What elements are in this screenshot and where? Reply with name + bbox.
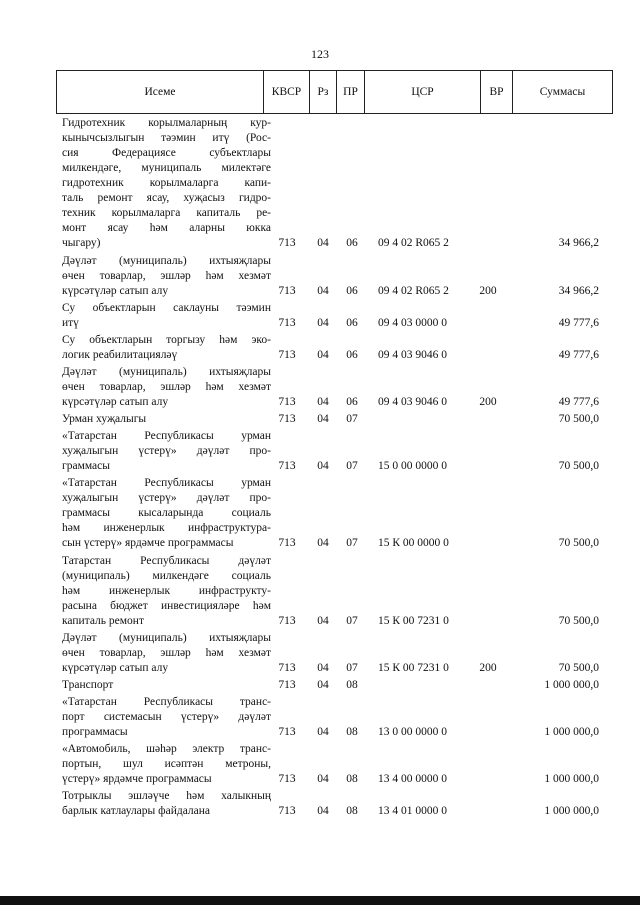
table-row — [0, 553, 640, 628]
row-kvsr: 713 — [278, 395, 296, 408]
page-bottom-border — [0, 896, 640, 905]
page-number: 123 — [311, 47, 329, 61]
row-name — [62, 301, 271, 331]
header-name: Исеме — [144, 86, 176, 98]
row-sum: 1 000 000,0 — [544, 678, 599, 691]
row-csr: 15 К 00 7231 0 — [378, 661, 449, 674]
row-sum: 49 777,6 — [558, 395, 599, 408]
row-kvsr: 713 — [278, 237, 296, 250]
row-kvsr: 713 — [278, 614, 296, 627]
row-name-line: Татарстан Республикасы дәүләт — [62, 554, 271, 567]
row-kvsr: 713 — [278, 678, 296, 691]
row-rz: 04 — [317, 805, 329, 818]
header-sum: Суммасы — [512, 71, 612, 113]
row-rz: 04 — [317, 661, 329, 674]
row-name-line: гидротехник корылмаларга капи- — [62, 177, 271, 190]
row-vr: 200 — [479, 284, 497, 297]
row-name — [62, 678, 271, 693]
row-sum: 1 000 000,0 — [544, 805, 599, 818]
row-name-line: программасы — [62, 725, 128, 738]
row-csr: 13 4 01 0000 0 — [378, 805, 447, 818]
row-name-line: (муниципаль) милкендәге социаль — [62, 569, 271, 582]
row-name-line: күрсәтүләр сатып алу — [62, 395, 169, 408]
row-kvsr: 713 — [278, 316, 296, 329]
row-name-line: һәм инженерлык инфраструктура- — [62, 522, 271, 535]
row-name-line: порт системасын үстерү» дәүләт — [62, 710, 271, 723]
row-name-line: Урман хуҗалыгы — [62, 412, 147, 425]
row-name-line: сия Федерациясе субъектлары — [62, 147, 271, 160]
row-sum: 70 500,0 — [558, 412, 599, 425]
row-sum: 34 966,2 — [558, 237, 599, 250]
table-header — [56, 70, 613, 114]
row-pr: 07 — [346, 412, 358, 425]
row-name — [62, 429, 271, 474]
row-sum: 70 500,0 — [558, 460, 599, 473]
row-csr: 15 К 00 0000 0 — [378, 537, 449, 550]
row-name-line: күрсәтүләр сатып алу — [62, 661, 169, 674]
row-vr: 200 — [479, 395, 497, 408]
row-kvsr: 713 — [278, 348, 296, 361]
row-csr: 15 0 00 0000 0 — [378, 460, 447, 473]
row-pr: 08 — [346, 773, 358, 786]
row-rz: 04 — [317, 460, 329, 473]
row-pr: 06 — [346, 237, 358, 250]
row-name-line: сын үстерү» ярдәмче программасы — [62, 537, 234, 550]
row-csr: 09 4 03 0000 0 — [378, 316, 447, 329]
row-pr: 06 — [346, 284, 358, 297]
row-name-line: «Татарстан Республикасы транс- — [62, 695, 271, 708]
row-rz: 04 — [317, 395, 329, 408]
row-name-line: техник корылмаларга капиталь ре- — [62, 207, 271, 220]
row-rz: 04 — [317, 725, 329, 738]
row-name — [62, 412, 271, 427]
row-sum: 34 966,2 — [558, 284, 599, 297]
row-rz: 04 — [317, 614, 329, 627]
row-rz: 04 — [317, 284, 329, 297]
table-row — [0, 678, 640, 693]
row-sum: 70 500,0 — [558, 614, 599, 627]
row-kvsr: 713 — [278, 805, 296, 818]
row-name-line: күрсәтүләр сатып алу — [62, 284, 169, 297]
row-name-line: һәм инженерлык инфраструкту- — [62, 584, 271, 597]
table-row — [0, 429, 640, 474]
row-name-line: граммасы кысаларында социаль — [62, 507, 271, 520]
row-name-line: өчен товарлар, эшләр һәм хезмәт — [62, 646, 271, 659]
table-row — [0, 631, 640, 676]
table-row — [0, 695, 640, 740]
header-vr: ВР — [480, 71, 512, 113]
table-row — [0, 789, 640, 819]
row-sum: 1 000 000,0 — [544, 773, 599, 786]
row-name-line: хуҗалыгын үстерү» дәүләт про- — [62, 492, 271, 505]
table-row — [0, 253, 640, 298]
row-name-line: Тотрыклы эшләүче һәм халыкның — [62, 790, 271, 803]
row-name-line: чыгару) — [62, 237, 101, 250]
row-pr: 06 — [346, 395, 358, 408]
row-name-line: расына бюджет инвестицияләре һәм — [62, 599, 271, 612]
table-row — [0, 412, 640, 427]
table-row — [0, 365, 640, 410]
row-sum: 70 500,0 — [558, 661, 599, 674]
row-kvsr: 713 — [278, 537, 296, 550]
row-name-line: Су объектларын саклауны тәэмин — [62, 301, 271, 314]
row-pr: 06 — [346, 316, 358, 329]
row-name-line: барлык катлаулары файдалана — [62, 805, 211, 818]
row-pr: 08 — [346, 725, 358, 738]
row-name-line: «Татарстан Республикасы урман — [62, 477, 271, 490]
row-rz: 04 — [317, 537, 329, 550]
row-name-line: өчен товарлар, эшләр һәм хезмәт — [62, 380, 271, 393]
row-name — [62, 333, 271, 363]
row-pr: 06 — [346, 348, 358, 361]
header-kvsr: КВСР — [263, 71, 309, 113]
row-name-line: Дәүләт (муниципаль) ихтыяҗлары — [62, 254, 271, 267]
table-row — [0, 333, 640, 363]
row-pr: 07 — [346, 614, 358, 627]
row-csr: 09 4 02 R065 2 — [378, 284, 449, 297]
row-name — [62, 742, 271, 787]
row-sum: 1 000 000,0 — [544, 725, 599, 738]
row-rz: 04 — [317, 412, 329, 425]
row-pr: 08 — [346, 805, 358, 818]
row-name-line: итү — [62, 316, 79, 329]
row-sum: 70 500,0 — [558, 537, 599, 550]
row-sum: 49 777,6 — [558, 348, 599, 361]
row-pr: 07 — [346, 537, 358, 550]
row-name-line: Дәүләт (муниципаль) ихтыяҗлары — [62, 365, 271, 378]
table-row — [0, 116, 640, 251]
row-name — [62, 631, 271, 676]
row-name-line: монт ясау һәм аларны юкка — [62, 222, 271, 235]
row-name — [62, 365, 271, 410]
row-pr: 07 — [346, 661, 358, 674]
row-name-line: «Татарстан Республикасы урман — [62, 430, 271, 443]
row-kvsr: 713 — [278, 284, 296, 297]
row-rz: 04 — [317, 678, 329, 691]
row-name-line: үстерү» ярдәмче программасы — [62, 773, 212, 786]
row-csr: 13 4 00 0000 0 — [378, 773, 447, 786]
row-name-line: милкендәге, муниципаль милектәге — [62, 162, 271, 175]
header-rz: Рз — [309, 71, 336, 113]
row-name — [62, 116, 271, 251]
table-row — [0, 301, 640, 331]
header-csr: ЦСР — [364, 71, 480, 113]
row-name-line: «Автомобиль, шәһәр электр транс- — [62, 743, 271, 756]
row-name-line: хуҗалыгын үстерү» дәүләт про- — [62, 445, 271, 458]
row-name — [62, 695, 271, 740]
row-rz: 04 — [317, 316, 329, 329]
row-name — [62, 254, 271, 299]
row-csr: 13 0 00 0000 0 — [378, 725, 447, 738]
row-kvsr: 713 — [278, 661, 296, 674]
row-rz: 04 — [317, 237, 329, 250]
row-name-line: кынычсызлыгын тәэмин итү (Рос- — [62, 132, 271, 145]
row-kvsr: 713 — [278, 725, 296, 738]
row-name-line: капиталь ремонт — [62, 614, 144, 627]
row-rz: 04 — [317, 773, 329, 786]
row-name-line: Су объектларын торгызу һәм эко- — [62, 333, 271, 346]
row-csr: 09 4 03 9046 0 — [378, 348, 447, 361]
row-csr: 09 4 03 9046 0 — [378, 395, 447, 408]
row-name — [62, 554, 271, 629]
row-rz: 04 — [317, 348, 329, 361]
row-vr: 200 — [479, 661, 497, 674]
row-name-line: өчен товарлар, эшләр һәм хезмәт — [62, 269, 271, 282]
row-csr: 09 4 02 R065 2 — [378, 237, 449, 250]
header-pr: ПР — [336, 71, 364, 113]
table-row — [0, 476, 640, 551]
row-name-line: Дәүләт (муниципаль) ихтыяҗлары — [62, 631, 271, 644]
row-name-line: портын, шул исәптән метроны, — [62, 758, 271, 771]
row-csr: 15 К 00 7231 0 — [378, 614, 449, 627]
table-row — [0, 742, 640, 787]
row-name-line: Транспорт — [62, 678, 114, 691]
row-pr: 08 — [346, 678, 358, 691]
row-name — [62, 789, 271, 819]
row-name-line: граммасы — [62, 460, 110, 473]
row-name-line: таль ремонт ясау, хуҗасыз гидро- — [62, 192, 271, 205]
row-pr: 07 — [346, 460, 358, 473]
row-name-line: логик реабилитацияләү — [62, 348, 178, 361]
row-sum: 49 777,6 — [558, 316, 599, 329]
row-kvsr: 713 — [278, 460, 296, 473]
row-kvsr: 713 — [278, 412, 296, 425]
row-name-line: Гидротехник корылмаларның кур- — [62, 117, 271, 130]
row-name — [62, 476, 271, 551]
row-kvsr: 713 — [278, 773, 296, 786]
